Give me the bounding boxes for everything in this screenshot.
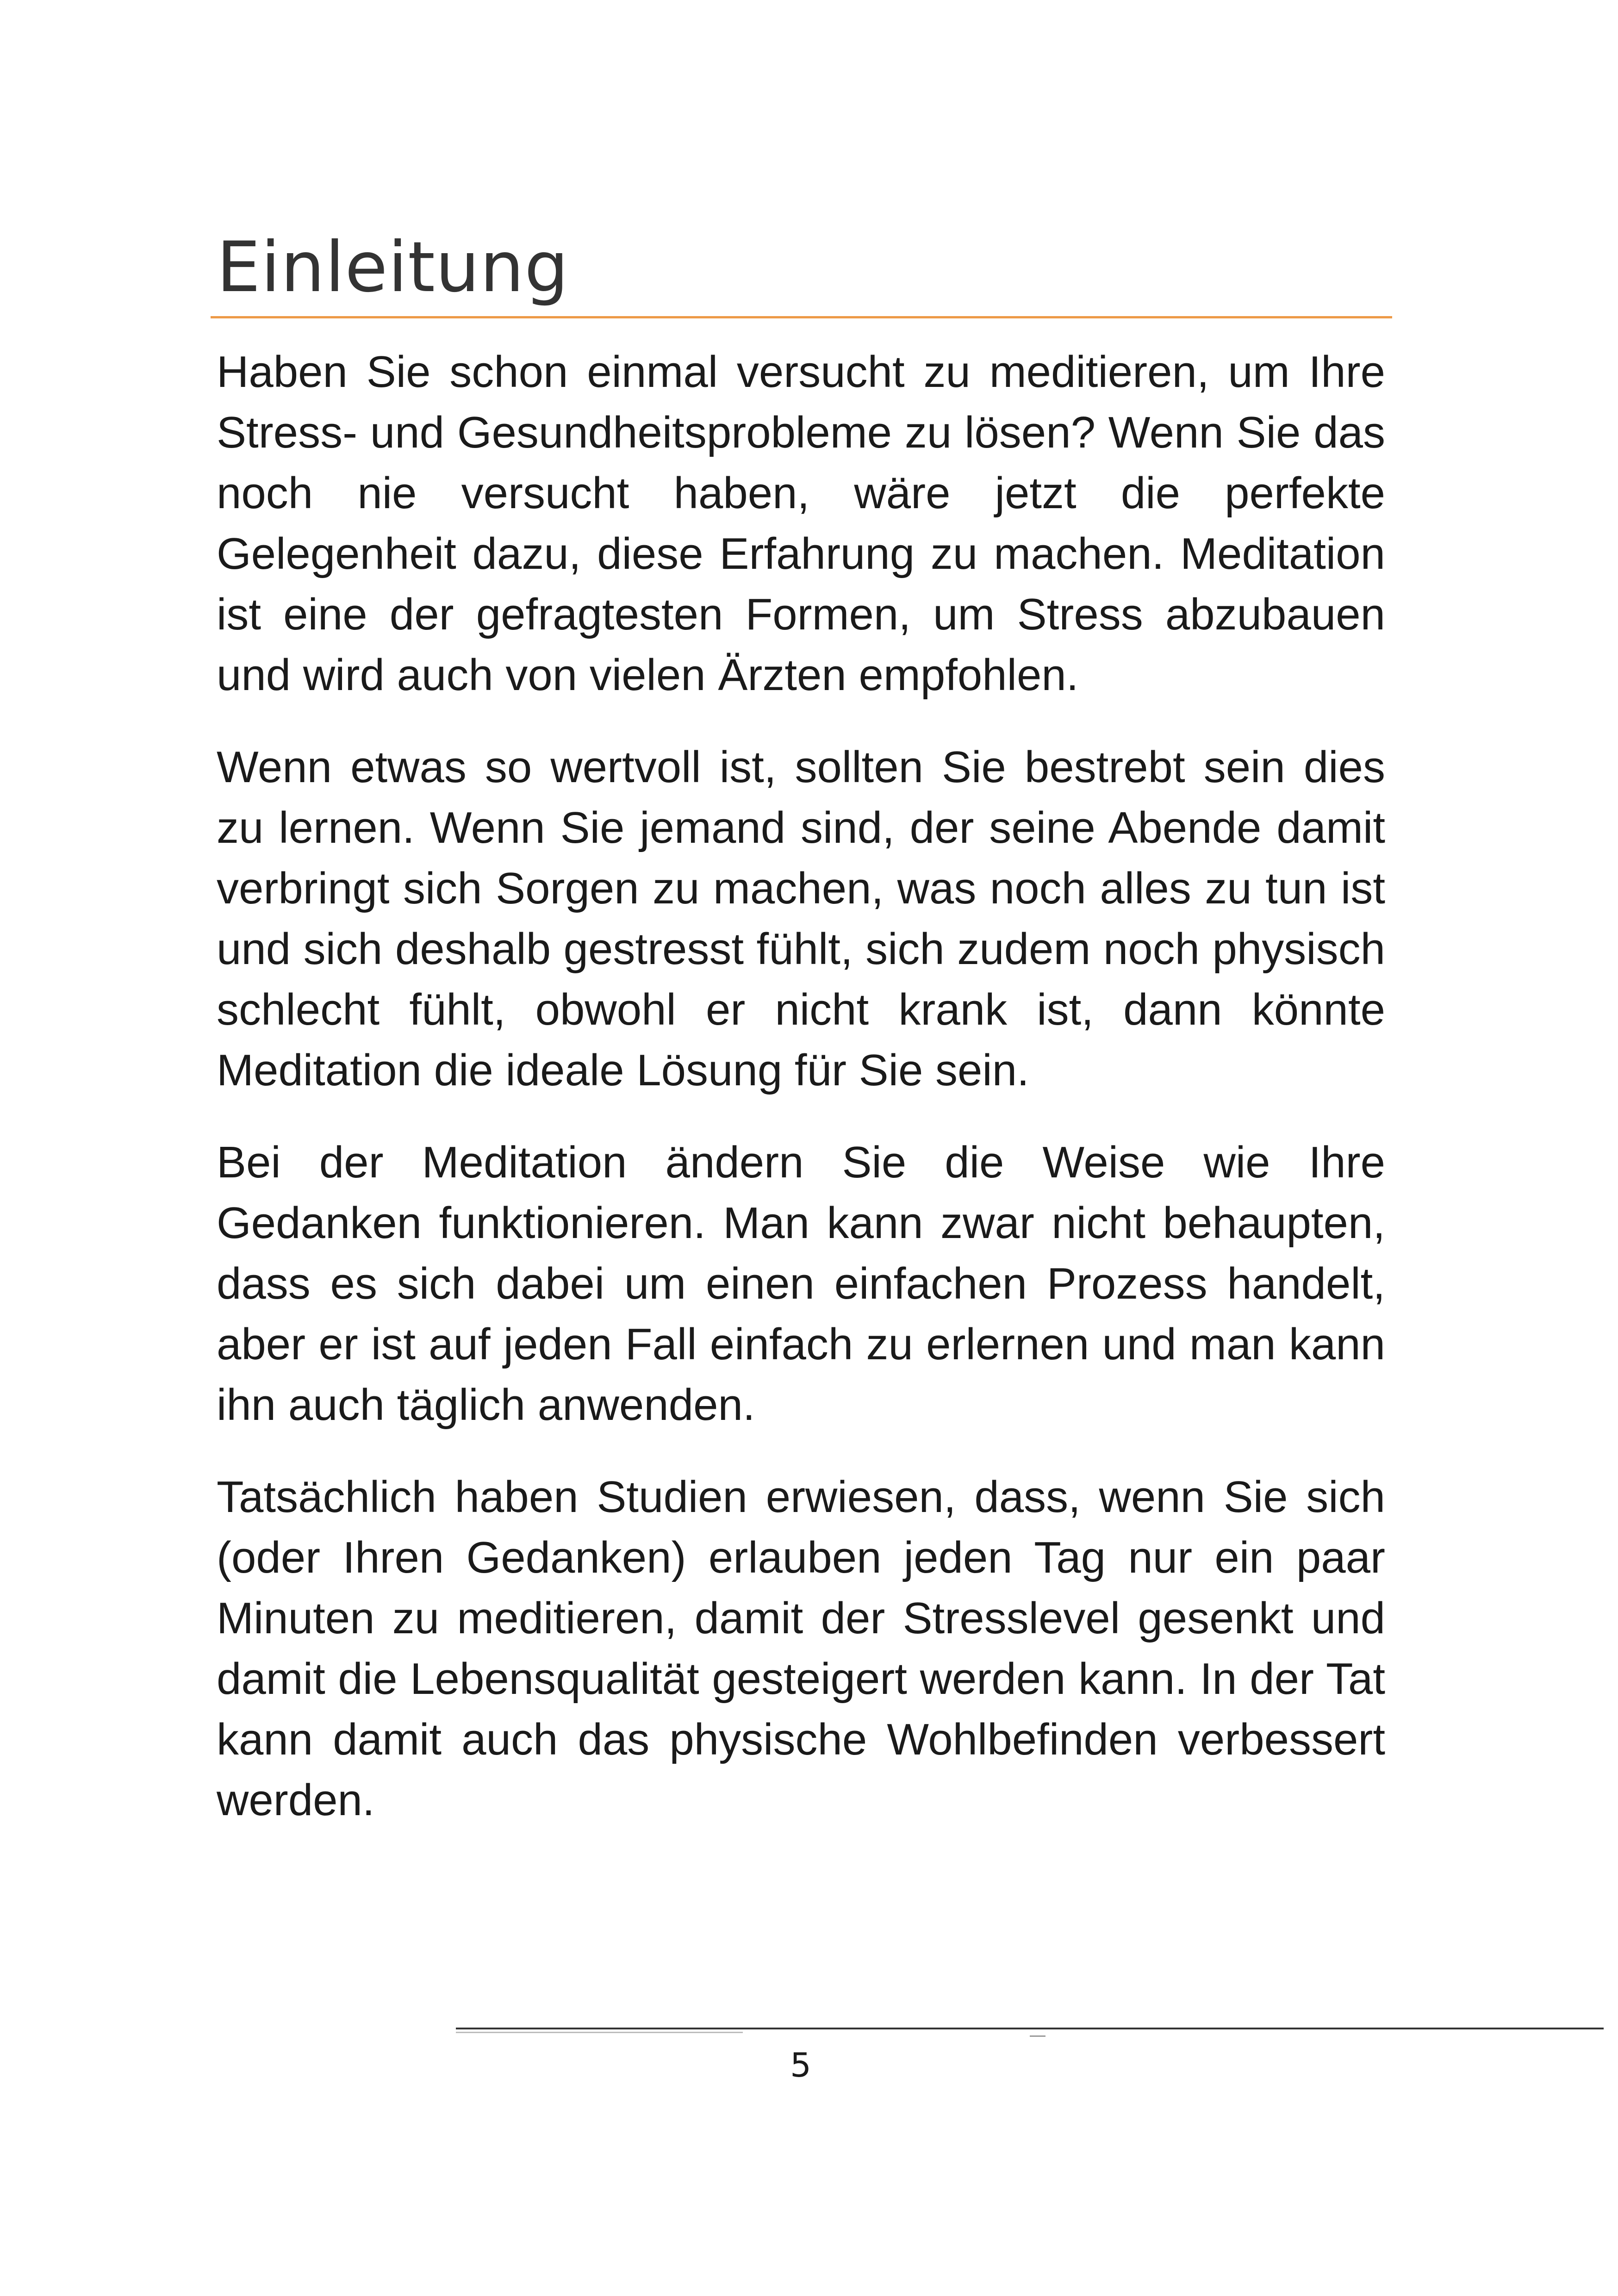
- paragraph-1: Haben Sie schon einmal versucht zu meditieren, um Ihre Stress- und Gesundheitsprobleme zu lösen? Wenn Sie das noch nie versucht haben, wäre jetzt die perfekte Gelegenheit dazu, diese Erfahrung zu machen. Meditation ist eine der gefragtesten Formen, um Stress abzubauen und wird auch von vielen Ärzten empfohlen.: [217, 347, 1385, 700]
- page-number: 5: [790, 2046, 811, 2084]
- footer-mark: [1030, 2035, 1045, 2037]
- footer-rule-shadow: [456, 2032, 743, 2033]
- footer-rule: [456, 2028, 1604, 2029]
- paragraph-3: Bei der Meditation ändern Sie die Weise wie Ihre Gedanken funktionieren. Man kann zwar nicht behaupten, dass es sich dabei um einen einfachen Prozess handelt, aber er ist auf jeden Fall einfach zu erlernen und man kann ihn auch täglich anwenden.: [217, 1138, 1385, 1430]
- heading-underline-rule: [211, 316, 1392, 318]
- paragraph-2: Wenn etwas so wertvoll ist, sollten Sie bestrebt sein dies zu lernen. Wenn Sie jemand sind, der seine Abende damit verbringt sich Sorgen zu machen, was noch alles zu tun ist und sich deshalb gestresst fühlt, sich zudem noch physisch schlecht fühlt, obwohl er nicht krank ist, dann könnte Meditation die ideale Lösung für Sie sein.: [217, 742, 1385, 1095]
- body-text: [217, 342, 1385, 1862]
- paragraph-4: Tatsächlich haben Studien erwiesen, dass, wenn Sie sich (oder Ihren Gedanken) erlauben jeden Tag nur ein paar Minuten zu meditieren, damit der Stresslevel gesenkt und damit die Lebensqualität gesteigert werden kann. In der Tat kann damit auch das physische Wohlbefinden verbessert werden.: [217, 1472, 1385, 1825]
- chapter-heading: Einleitung: [217, 227, 569, 308]
